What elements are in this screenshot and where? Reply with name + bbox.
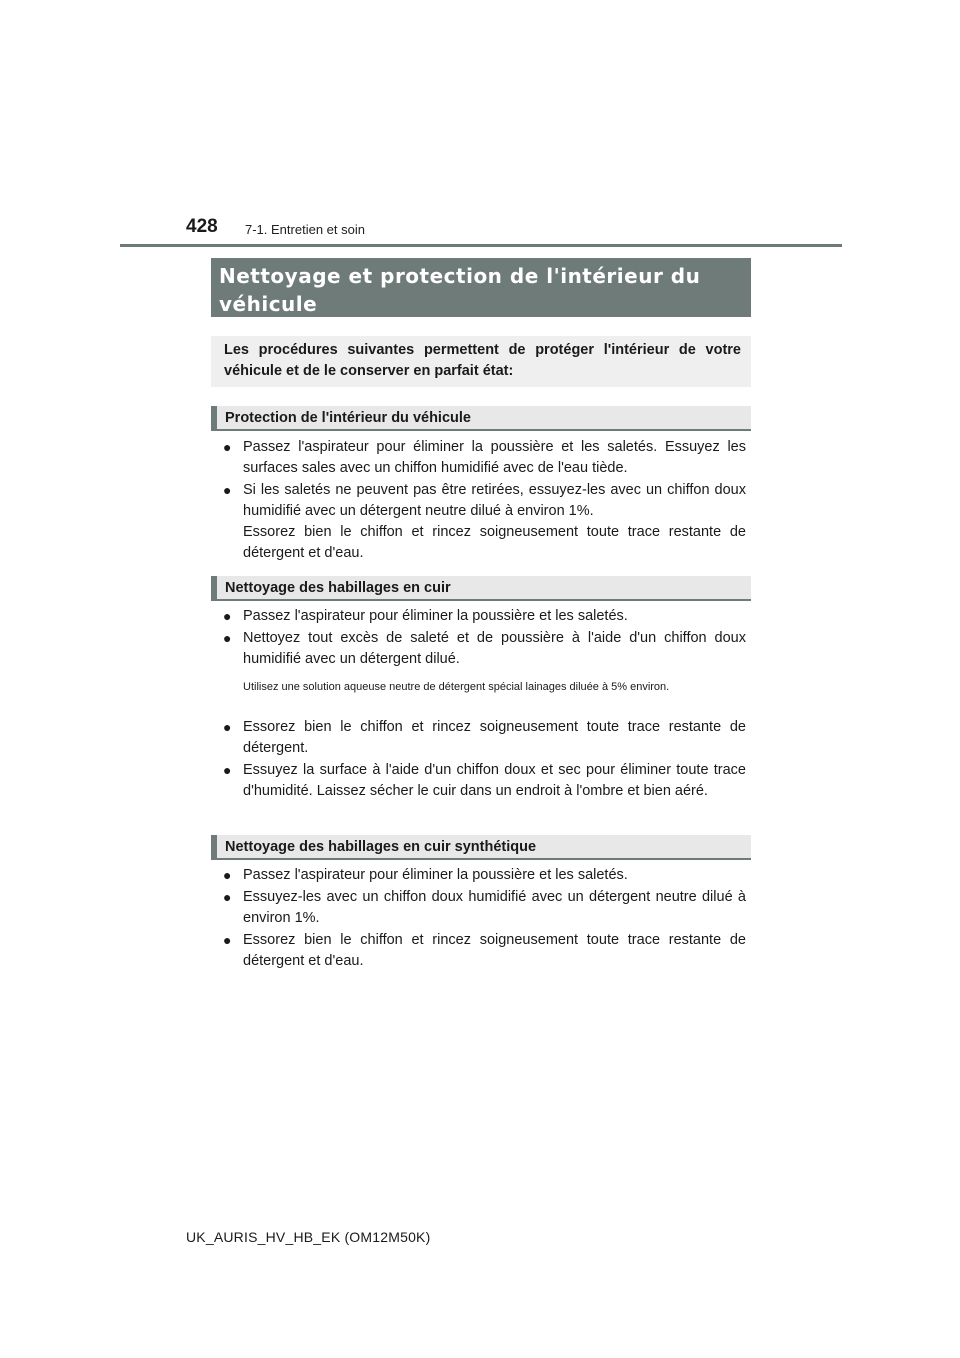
bullet-list-interior-protection xyxy=(222,437,746,565)
bullet-icon: ● xyxy=(223,719,232,735)
list-item xyxy=(222,480,746,564)
list-item-text: Passez l'aspirateur pour éliminer la poussière et les saletés. xyxy=(243,608,628,624)
leather-note: Utilisez une solution aqueuse neutre de détergent spécial lainages diluée à 5% environ. xyxy=(243,681,670,693)
bullet-icon: ● xyxy=(223,867,232,883)
section-reference: 7-1. Entretien et soin xyxy=(245,222,365,237)
header-divider xyxy=(120,244,842,247)
bullet-icon: ● xyxy=(223,608,232,624)
list-item-text: Essorez bien le chiffon et rincez soigneusement toute trace restante de détergent. xyxy=(243,719,746,756)
bullet-list-leather-continued xyxy=(222,717,746,803)
list-item-text: Nettoyez tout excès de saleté et de poussière à l'aide d'un chiffon doux humidifié avec un détergent dilué. xyxy=(243,630,746,667)
list-item xyxy=(222,606,746,627)
list-item xyxy=(222,865,746,886)
bullet-icon: ● xyxy=(223,630,232,646)
section-heading-synthetic-leather: Nettoyage des habillages en cuir synthétique xyxy=(211,835,751,860)
bullet-icon: ● xyxy=(223,439,232,455)
page-number: 428 xyxy=(186,216,218,237)
list-item xyxy=(222,437,746,479)
bullet-icon: ● xyxy=(223,482,232,498)
list-item-text: Essorez bien le chiffon et rincez soigneusement toute trace restante de détergent et d'eau. xyxy=(243,932,746,969)
bullet-list-synthetic-leather xyxy=(222,865,746,973)
page-title: Nettoyage et protection de l'intérieur du véhicule xyxy=(211,258,751,317)
section-heading-interior-protection: Protection de l'intérieur du véhicule xyxy=(211,406,751,431)
list-item xyxy=(222,628,746,670)
list-item xyxy=(222,717,746,759)
bullet-icon: ● xyxy=(223,889,232,905)
list-item xyxy=(222,760,746,802)
list-item xyxy=(222,887,746,929)
footer-model-code: UK_AURIS_HV_HB_EK (OM12M50K) xyxy=(186,1229,431,1245)
section-heading-leather: Nettoyage des habillages en cuir xyxy=(211,576,751,601)
bullet-list-leather xyxy=(222,606,746,671)
bullet-icon: ● xyxy=(223,932,232,948)
list-item-continuation: Essorez bien le chiffon et rincez soigneusement toute trace restante de détergent et d'eau. xyxy=(243,524,746,561)
list-item xyxy=(222,930,746,972)
list-item-text: Passez l'aspirateur pour éliminer la poussière et les saletés. xyxy=(243,867,628,883)
intro-text: Les procédures suivantes permettent de protéger l'intérieur de votre véhicule et de le conserver en parfait état: xyxy=(211,336,751,387)
list-item-text: Si les saletés ne peuvent pas être retirées, essuyez-les avec un chiffon doux humidifié avec un détergent neutre dilué à environ 1%. xyxy=(243,482,746,519)
list-item-text: Essuyez-les avec un chiffon doux humidifié avec un détergent neutre dilué à environ 1%. xyxy=(243,889,746,926)
list-item-text: Passez l'aspirateur pour éliminer la poussière et les saletés. Essuyez les surfaces sales avec un chiffon humidifié avec de l'eau tiède. xyxy=(243,439,746,476)
list-item-text: Essuyez la surface à l'aide d'un chiffon doux et sec pour éliminer toute trace d'humidité. Laissez sécher le cuir dans un endroit à l'ombre et bien aéré. xyxy=(243,762,746,799)
bullet-icon: ● xyxy=(223,762,232,778)
